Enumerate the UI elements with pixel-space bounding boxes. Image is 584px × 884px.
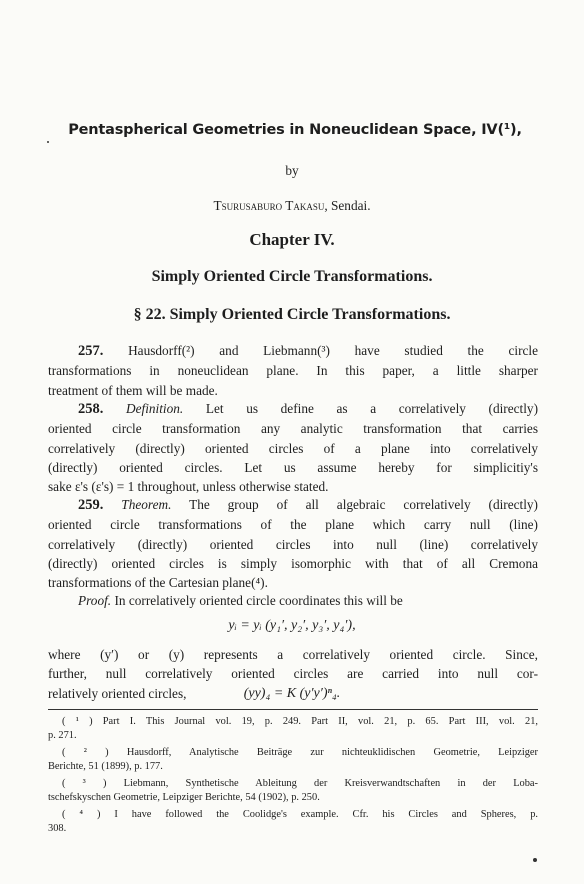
footnote-line: ( ¹ ) Part I. This Journal vol. 19, p. 249. Part II, vol. 21, p. 65. Part III, vol. 21,	[62, 716, 538, 727]
line-text: In correlatively oriented circle coordinates this will be	[114, 593, 403, 608]
footnote-line: ( ³ ) Liebmann, Synthetische Ableitung der Kreisverwandtschaften in der Loba-	[62, 778, 538, 789]
paragraph-number: 259.	[78, 497, 104, 513]
text-line: (directly) oriented circles is simply isomorphic with that of all Cremona	[48, 555, 538, 571]
page-speck	[47, 141, 49, 143]
footnote-4	[48, 808, 538, 837]
text-line: where (y′) or (y) represents a correlatively oriented circle. Since,	[48, 647, 538, 662]
footnote-line: 308.	[48, 823, 67, 835]
footnote-line: p. 271.	[48, 730, 77, 742]
chapter-title: Simply Oriented Circle Transformations.	[151, 268, 433, 285]
formula-null-circles: (yy)₄ = K (y′y′)ⁿ₄.	[243, 686, 341, 701]
text-line: treatment of them will be made.	[48, 382, 218, 398]
text-line	[48, 495, 538, 515]
paragraph-number: 258.	[78, 401, 104, 417]
text-line: relatively oriented circles,	[48, 685, 187, 701]
section-heading: § 22. Simply Oriented Circle Transformations.	[133, 306, 451, 323]
text-line: (directly) oriented circles. Let us assume hereby for simplicitiy's	[48, 459, 538, 475]
theorem-label: Theorem.	[121, 497, 172, 512]
footnote-line: ( ⁴ ) I have followed the Coolidge's example. Cfr. his Circles and Spheres, p.	[62, 809, 538, 820]
footnote-3	[48, 777, 538, 806]
chapter-heading: Chapter IV.	[249, 230, 335, 249]
text-line: correlatively (directly) oriented circles into null (line) correlatively	[48, 536, 538, 552]
text-line: correlatively (directly) oriented circles of a plane into correlatively	[48, 440, 538, 456]
line-text: Hausdorff(²) and Liebmann(³) have studied the circle	[128, 343, 538, 358]
paragraph-257	[48, 341, 538, 400]
text-line	[48, 399, 538, 419]
text-line	[48, 591, 538, 610]
text-line	[48, 341, 538, 361]
text-line: oriented circle transformation any analytic transformation that carries	[48, 421, 538, 437]
paragraph-number: 257.	[78, 343, 104, 359]
author-name: Tsurusaburo Takasu,	[213, 198, 328, 213]
footnote-line: Berichte, 51 (1899), p. 177.	[48, 761, 163, 773]
footnote-line: ( ² ) Hausdorff, Analytische Beiträge zur nichteuklidischen Geometrie, Leipziger	[62, 747, 538, 758]
footnote-1	[48, 715, 538, 744]
byline-by: by	[285, 163, 299, 178]
paper-title: Pentaspherical Geometries in Noneuclidean Space, IV(¹),	[68, 122, 522, 138]
paragraph-259	[48, 495, 538, 592]
author-place: Sendai.	[331, 198, 371, 213]
formula-transformation: yᵢ = yᵢ (y₁′, y₂′, y₃′, y₄′),	[228, 618, 356, 633]
footnote-2	[48, 746, 538, 775]
line-text: Let us define as a correlatively (directly)	[205, 401, 538, 416]
text-line: transformations of the Cartesian plane(⁴).	[48, 575, 268, 591]
definition-label: Definition.	[126, 401, 184, 416]
footnote-rule	[48, 709, 538, 710]
footnote-line: tschefskyschen Geometrie, Leipziger Berichte, 54 (1902), p. 250.	[48, 792, 320, 804]
text-line: sake ε's (ε's) = 1 throughout, unless otherwise stated.	[48, 479, 329, 495]
author-line	[0, 196, 584, 215]
paragraph-258	[48, 399, 538, 496]
text-line: further, null correlatively oriented circles are carried into null cor-	[48, 666, 538, 682]
page-speck	[533, 858, 537, 862]
text-line: transformations in noneuclidean plane. In this paper, a little sharper	[48, 363, 538, 379]
proof-block	[48, 591, 538, 610]
line-text: The group of all algebraic correlatively (directly)	[189, 497, 538, 512]
text-line: oriented circle transformations of the plane which carry null (line)	[48, 517, 538, 533]
proof-label: Proof.	[78, 593, 112, 608]
